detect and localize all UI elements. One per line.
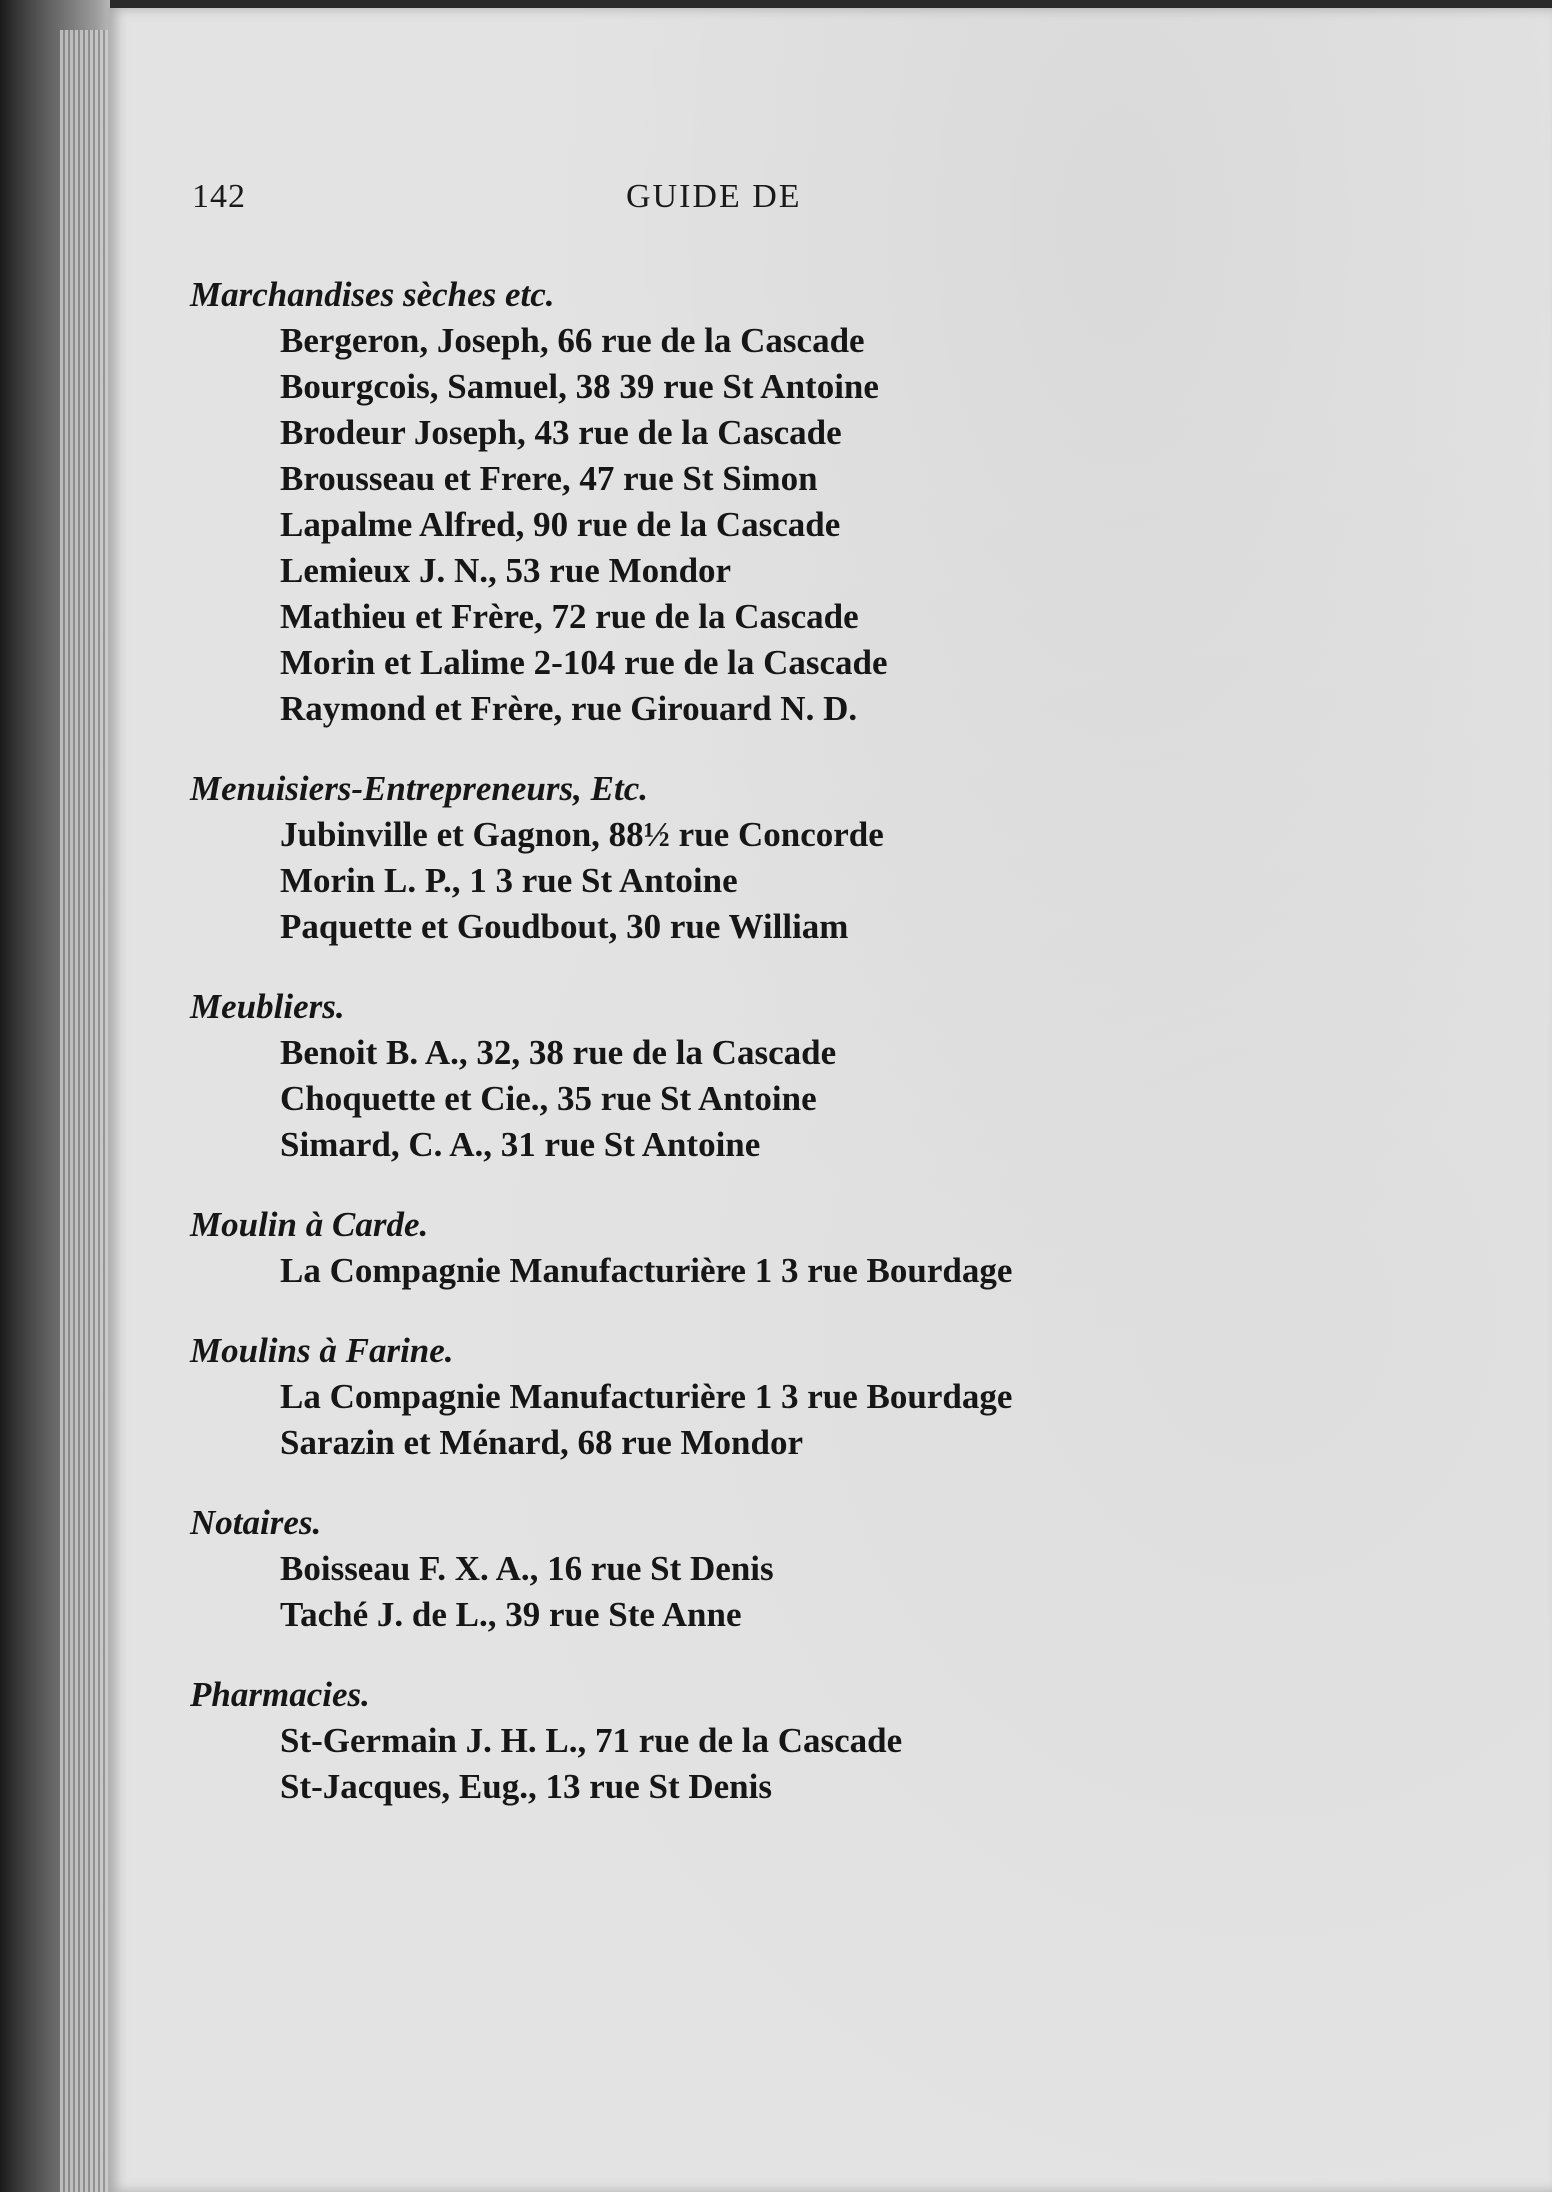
category-heading: Meubliers. — [190, 987, 345, 1026]
directory-entry: Boisseau F. X. A., 16 rue St Denis — [280, 1549, 774, 1588]
directory-entry: Lapalme Alfred, 90 rue de la Cascade — [280, 505, 841, 544]
section-marchandises-seches — [190, 272, 1290, 732]
category-heading: Notaires. — [190, 1503, 322, 1542]
section-moulins-a-farine — [190, 1328, 1290, 1466]
directory-entry: La Compagnie Manufacturière 1 3 rue Bourdage — [280, 1251, 1013, 1290]
directory-entry: Sarazin et Ménard, 68 rue Mondor — [280, 1423, 803, 1462]
category-heading: Moulins à Farine. — [190, 1331, 454, 1370]
directory-entry: Taché J. de L., 39 rue Ste Anne — [280, 1595, 742, 1634]
directory-entry: Benoit B. A., 32, 38 rue de la Cascade — [280, 1033, 837, 1072]
section-notaires — [190, 1500, 1290, 1638]
directory-listing — [190, 272, 1290, 1844]
directory-entry: Paquette et Goudbout, 30 rue William — [280, 907, 849, 946]
directory-entry: Brodeur Joseph, 43 rue de la Cascade — [280, 413, 842, 452]
category-heading: Menuisiers-Entrepreneurs, Etc. — [190, 769, 648, 808]
category-heading: Pharmacies. — [190, 1675, 370, 1714]
page-number: 142 — [192, 178, 246, 215]
directory-entry: Morin L. P., 1 3 rue St Antoine — [280, 861, 738, 900]
directory-entry: Raymond et Frère, rue Girouard N. D. — [280, 689, 858, 728]
running-title: GUIDE DE — [626, 178, 802, 215]
directory-entry: Jubinville et Gagnon, 88½ rue Concorde — [280, 815, 884, 854]
directory-entry: Bourgcois, Samuel, 38 39 rue St Antoine — [280, 367, 879, 406]
section-menuisiers — [190, 766, 1290, 950]
section-moulin-a-carde — [190, 1202, 1290, 1294]
directory-entry: Bergeron, Joseph, 66 rue de la Cascade — [280, 321, 865, 360]
category-heading: Moulin à Carde. — [190, 1205, 429, 1244]
directory-entry: Choquette et Cie., 35 rue St Antoine — [280, 1079, 817, 1118]
directory-entry: St-Jacques, Eug., 13 rue St Denis — [280, 1767, 772, 1806]
category-heading: Marchandises sèches etc. — [190, 275, 555, 314]
section-meubliers — [190, 984, 1290, 1168]
directory-entry: St-Germain J. H. L., 71 rue de la Cascade — [280, 1721, 903, 1760]
page-header — [192, 178, 1072, 228]
directory-entry: La Compagnie Manufacturière 1 3 rue Bourdage — [280, 1377, 1013, 1416]
directory-entry: Lemieux J. N., 53 rue Mondor — [280, 551, 732, 590]
directory-entry: Morin et Lalime 2-104 rue de la Cascade — [280, 643, 888, 682]
directory-entry: Mathieu et Frère, 72 rue de la Cascade — [280, 597, 859, 636]
section-pharmacies — [190, 1672, 1290, 1810]
directory-entry: Brousseau et Frere, 47 rue St Simon — [280, 459, 818, 498]
directory-entry: Simard, C. A., 31 rue St Antoine — [280, 1125, 761, 1164]
